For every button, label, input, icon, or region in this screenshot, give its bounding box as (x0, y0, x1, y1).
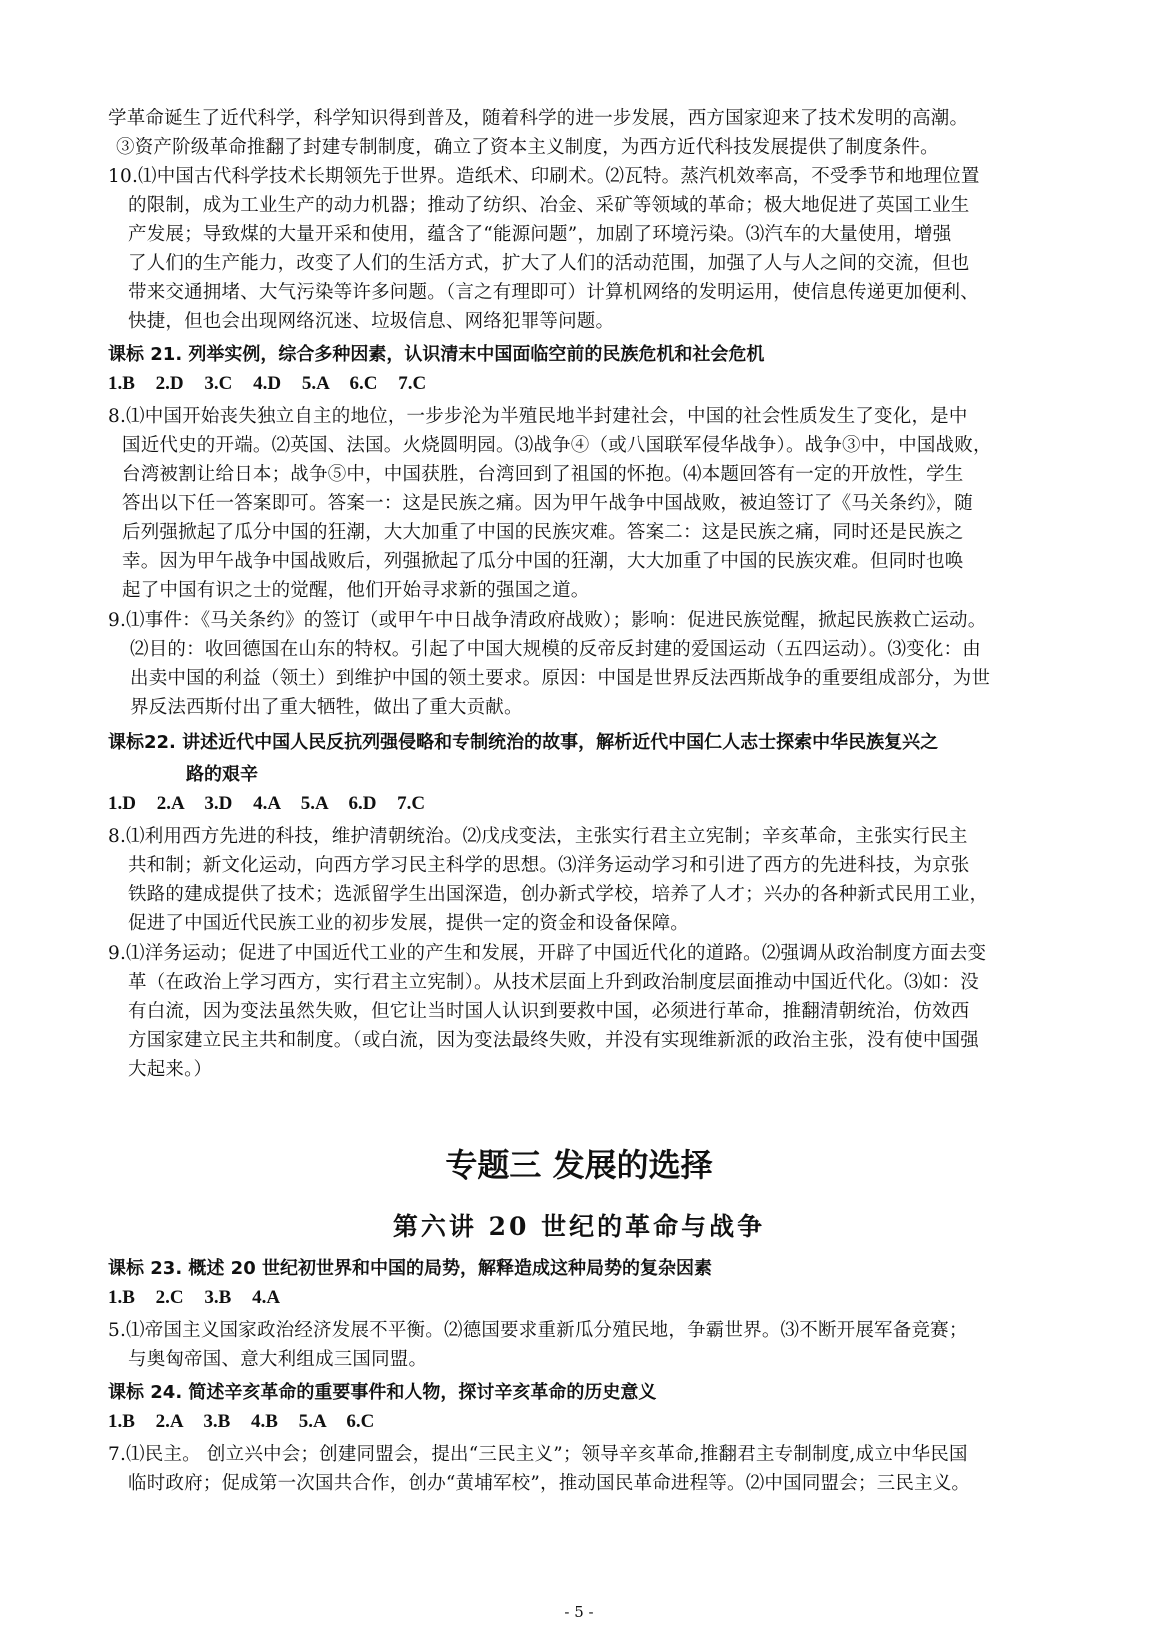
text-line: 学革命诞生了近代科学，科学知识得到普及，随着科学的进一步发展，西方国家迎来了技术发明的高潮。 (108, 108, 969, 129)
section-heading: 课标 23. 概述 20 世纪初世界和中国的局势，解释造成这种局势的复杂因素 (108, 1258, 712, 1279)
text-line: 的限制，成为工业生产的动力机器；推动了纺织、冶金、采矿等领域的革命；极大地促进了英国工业生 (128, 195, 970, 216)
text-line: 铁路的建成提供了技术；选派留学生出国深造，创办新式学校，培养了人才；兴办的各种新式民用工业， (128, 884, 989, 905)
text-line: 8.⑴利用西方先进的科技，维护清朝统治。⑵戊戌变法，主张实行君主立宪制；辛亥革命，主张实行民主 (108, 826, 968, 847)
text-line: 临时政府；促成第一次国共合作，创办“黄埔军校”，推动国民革命进程等。⑵中国同盟会；三民主义。 (128, 1473, 971, 1494)
text-line: 7.⑴民主。 创立兴中会；创建同盟会，提出“三民主义”；领导辛亥革命,推翻君主专制制度,成立中华民国 (108, 1444, 968, 1465)
text-line: 8.⑴中国开始丧失独立自主的地位，一步步沦为半殖民地半封建社会，中国的社会性质发生了变化，是中 (108, 406, 968, 427)
text-line: ⑵目的：收回德国在山东的特权。引起了中国大规模的反帝反封建的爱国运动（五四运动）。⑶变化：由 (130, 639, 981, 660)
text-line: 快捷，但也会出现网络沉迷、垃圾信息、网络犯罪等问题。 (128, 311, 615, 332)
text-line: ③资产阶级革命推翻了封建专制制度，确立了资本主义制度，为西方近代科技发展提供了制度条件。 (116, 137, 939, 158)
text-line: 答出以下任一答案即可。答案一：这是民族之痛。因为甲午战争中国战败，被迫签订了《马关条约》，随 (122, 493, 973, 514)
topic-title: 专题三 发展的选择 (445, 1146, 713, 1184)
text-line: 共和制；新文化运动，向西方学习民主科学的思想。⑶洋务运动学习和引进了西方的先进科技，为京张 (128, 855, 970, 876)
text-line: 9.⑴事件：《马关条约》的签订（或甲午中日战争清政府战败）；影响：促进民族觉醒，掀起民族救亡运动。 (108, 610, 987, 631)
text-line: 产发展；导致煤的大量开采和使用，蕴含了“能源问题”，加剧了环境污染。⑶汽车的大量使用，增强 (128, 224, 952, 245)
answer-key: 1.D 2.A 3.D 4.A 5.A 6.D 7.C (108, 793, 426, 814)
text-line: 方国家建立民主共和制度。（或白流，因为变法最终失败，并没有实现维新派的政治主张，没有使中国强 (128, 1030, 979, 1051)
text-line: 国近代史的开端。⑵英国、法国。火烧圆明园。⑶战争④（或八国联军侵华战争）。战争③中，中国战败， (122, 435, 992, 456)
text-line: 有白流，因为变法虽然失败，但它让当时国人认识到要救中国，必须进行革命，推翻清朝统治，仿效西 (128, 1001, 970, 1022)
text-line: 与奥匈帝国、意大利组成三国同盟。 (128, 1349, 428, 1370)
text-line: 起了中国有识之士的觉醒，他们开始寻求新的强国之道。 (122, 580, 590, 601)
section-heading-continued: 路的艰辛 (186, 764, 258, 785)
text-line: 9.⑴洋务运动；促进了中国近代工业的产生和发展，开辟了中国近代化的道路。⑵强调从政治制度方面去变 (108, 943, 987, 964)
text-line: 了人们的生产能力，改变了人们的生活方式，扩大了人们的活动范围，加强了人与人之间的交流，但也 (128, 253, 970, 274)
section-heading: 课标22. 讲述近代中国人民反抗列强侵略和专制统治的故事，解析近代中国仁人志士探索中华民族复兴之 (108, 732, 939, 753)
text-line: 大起来。） (128, 1059, 213, 1080)
text-line: 带来交通拥堵、大气污染等许多问题。（言之有理即可）计算机网络的发明运用，使信息传递更加便利、 (128, 282, 979, 303)
text-line: 出卖中国的利益（领土）到维护中国的领土要求。原因：中国是世界反法西斯战争的重要组成部分，为世 (130, 668, 991, 689)
lecture-title: 第六讲 20 世纪的革命与战争 (392, 1212, 766, 1241)
text-line: 10.⑴中国古代科学技术长期领先于世界。造纸术、印刷术。⑵瓦特。蒸汽机效率高，不受季节和地理位置 (108, 166, 980, 187)
text-line: 台湾被割让给日本；战争⑤中，中国获胜，台湾回到了祖国的怀抱。⑷本题回答有一定的开放性，学生 (122, 464, 964, 485)
text-line: 界反法西斯付出了重大牺牲，做出了重大贡献。 (130, 697, 523, 718)
answer-key: 1.B 2.C 3.B 4.A (108, 1287, 281, 1308)
section-heading: 课标 24. 简述辛亥革命的重要事件和人物，探讨辛亥革命的历史意义 (108, 1382, 657, 1403)
text-line: 5.⑴帝国主义国家政治经济发展不平衡。⑵德国要求重新瓜分殖民地，争霸世界。⑶不断开展军备竞赛； (108, 1320, 968, 1341)
answer-key: 1.B 2.A 3.B 4.B 5.A 6.C (108, 1411, 375, 1432)
page-number: - 5 - (564, 1603, 594, 1621)
text-line: 革（在政治上学习西方，实行君主立宪制）。从技术层面上升到政治制度层面推动中国近代化。⑶如：没 (128, 972, 979, 993)
answer-key: 1.B 2.D 3.C 4.D 5.A 6.C 7.C (108, 373, 427, 394)
text-line: 幸。因为甲午战争中国战败后，列强掀起了瓜分中国的狂潮，大大加重了中国的民族灾难。但同时也唤 (122, 551, 964, 572)
text-line: 后列强掀起了瓜分中国的狂潮，大大加重了中国的民族灾难。答案二：这是民族之痛，同时还是民族之 (122, 522, 964, 543)
section-heading: 课标 21. 列举实例，综合多种因素，认识清末中国面临空前的民族危机和社会危机 (108, 344, 765, 365)
text-line: 促进了中国近代民族工业的初步发展，提供一定的资金和设备保障。 (128, 913, 690, 934)
